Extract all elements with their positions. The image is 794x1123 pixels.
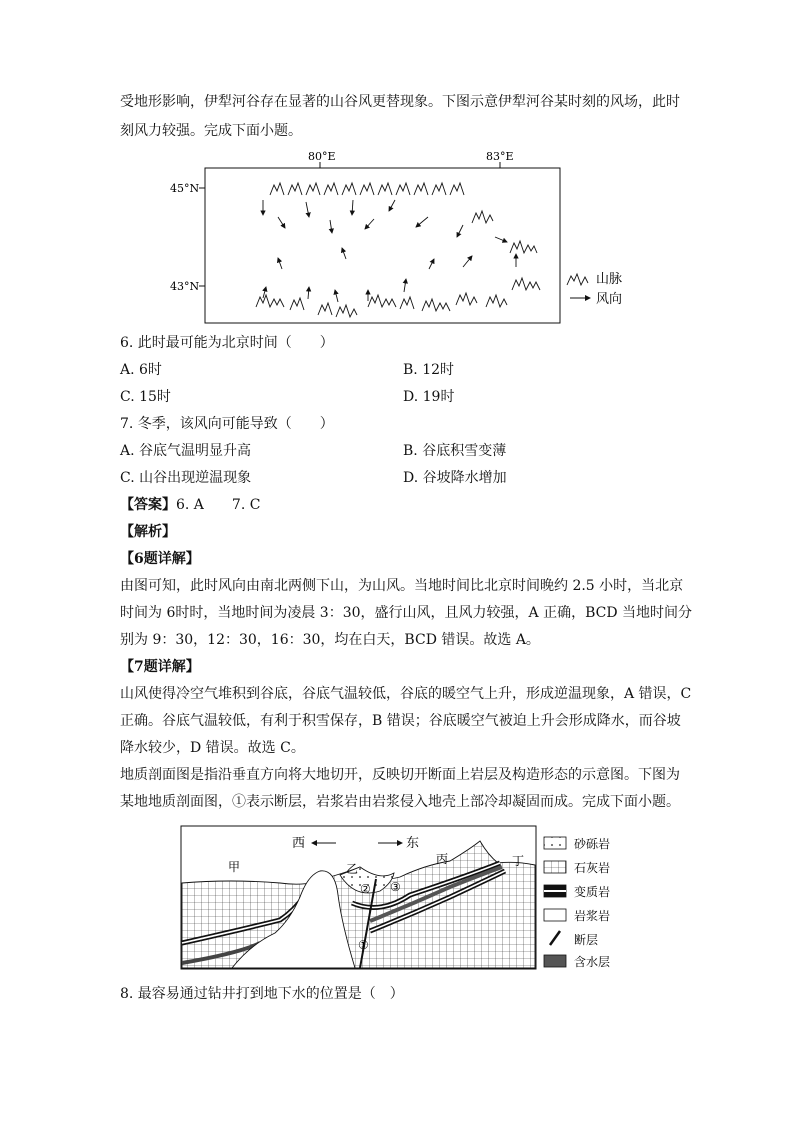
q8-stem: 8. 最容易通过钻井打到地下水的位置是（ ） xyxy=(120,986,404,1002)
lat-45-label: 45°N xyxy=(170,182,200,195)
marker-2-label: ② xyxy=(360,882,371,896)
east-mountains xyxy=(472,211,537,253)
site-jia-label: 甲 xyxy=(228,860,241,874)
detail7-line-1: 山风使得冷空气堆积到谷底，谷底气温较低，谷底的暖空气上升，形成逆温现象，A 错误，C xyxy=(120,686,692,702)
intro2-line-2: 某地地质剖面图，①表示断层，岩浆岩由岩浆侵入地壳上部冷却凝固而成。完成下面小题。 xyxy=(120,794,680,810)
legend-sandstone-swatch xyxy=(544,837,566,849)
intro-line-1: 受地形影响，伊犁河谷存在显著的山谷风更替现象。下图示意伊犁河谷某时刻的风场，此时 xyxy=(120,94,680,110)
q7-option-d: D. 谷坡降水增加 xyxy=(403,470,507,486)
analysis-label: 【解析】 xyxy=(120,524,176,540)
north-mountain-range xyxy=(270,183,464,195)
section-legend xyxy=(544,836,610,969)
legend-wind-label: 风向 xyxy=(596,292,623,307)
legend-aquifer-label: 含水层 xyxy=(574,955,611,969)
wind-arrows-north xyxy=(263,200,507,242)
intro-line-2: 刻风力较强。完成下面小题。 xyxy=(120,123,302,139)
site-bing-label: 丙 xyxy=(436,852,449,866)
site-yi-label: 乙 xyxy=(346,862,359,876)
q7-option-a: A. 谷底气温明显升高 xyxy=(120,443,252,459)
legend-fault-label: 断层 xyxy=(574,933,599,947)
west-label: 西 xyxy=(292,836,306,851)
detail6-line-1: 由图可知，此时风向由南北两侧下山，为山风。当地时间比北京时间晚约 2.5 小时，当北京 xyxy=(120,578,684,594)
q6-option-b: B. 12时 xyxy=(403,362,455,378)
legend-sandstone-label: 砂砾岩 xyxy=(574,837,611,851)
answer-q6: 6. A xyxy=(176,497,204,513)
legend-limestone-label: 石灰岩 xyxy=(574,861,611,875)
geologic-cross-section xyxy=(180,825,650,973)
q7-stem: 7. 冬季，该风向可能导致（ ） xyxy=(120,416,334,432)
detail7-line-2: 正确。谷底气温较低，有利于积雪保存，B 错误；谷底暖空气被迫上升会形成降水，而谷坡 xyxy=(120,713,681,729)
site-ding-label: 丁 xyxy=(512,854,525,868)
detail6-title: 【6题详解】 xyxy=(120,551,200,567)
detail6-line-2: 时间为 6时时，当地时间为凌晨 3：30，盛行山风，且风力较强，A 正确，BCD 当地时间分 xyxy=(120,605,693,621)
marker-1-label: ① xyxy=(358,938,369,952)
answer-line xyxy=(120,495,260,515)
legend-aquifer-swatch xyxy=(544,955,566,967)
marker-3-label: ③ xyxy=(390,880,401,894)
q6-option-c: C. 15时 xyxy=(120,389,171,405)
legend-limestone-swatch xyxy=(544,861,566,873)
detail7-title: 【7题详解】 xyxy=(120,659,200,675)
mountain-legend-icon xyxy=(567,274,588,285)
legend-magmatic-label: 岩浆岩 xyxy=(574,909,611,923)
answer-q7: 7. C xyxy=(231,497,261,513)
lon-83-label: 83°E xyxy=(486,150,514,163)
legend-mountain-label: 山脉 xyxy=(596,272,623,287)
south-mountain-range xyxy=(256,278,540,317)
q6-stem: 6. 此时最可能为北京时间（ ） xyxy=(120,335,334,351)
east-label: 东 xyxy=(406,836,420,851)
legend-magmatic-swatch xyxy=(544,909,566,921)
answer-label: 【答案】 xyxy=(120,497,176,513)
wind-arrows-south xyxy=(263,248,516,302)
intro2-line-1: 地质剖面图是指沿垂直方向将大地切开，反映切开断面上岩层及构造形态的示意图。下图为 xyxy=(120,767,680,783)
legend-fault-icon xyxy=(550,931,560,945)
legend-metamorphic-label: 变质岩 xyxy=(574,885,611,899)
q6-option-a: A. 6时 xyxy=(120,362,162,378)
detail7-line-3: 降水较少，D 错误。故选 C。 xyxy=(120,740,305,756)
detail6-line-3: 别为 9：30，12：30，16：30，均在白天，BCD 错误。故选 A。 xyxy=(120,632,540,648)
map-frame xyxy=(205,168,560,323)
q7-option-b: B. 谷底积雪变薄 xyxy=(403,443,507,459)
q6-option-d: D. 19时 xyxy=(403,389,455,405)
wind-field-map xyxy=(160,145,640,330)
q7-option-c: C. 山谷出现逆温现象 xyxy=(120,470,252,486)
lat-43-label: 43°N xyxy=(170,280,200,293)
lon-80-label: 80°E xyxy=(308,150,336,163)
